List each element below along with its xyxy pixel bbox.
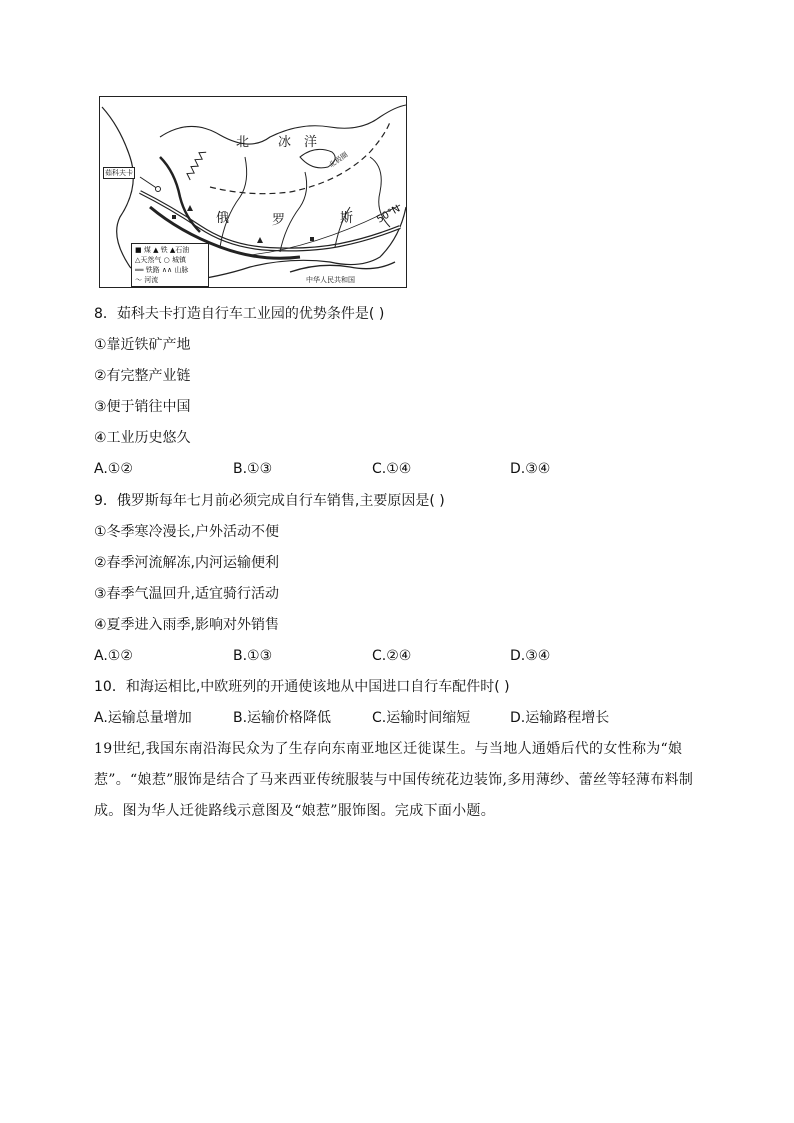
legend-row: ■ 煤 ▲ 铁 ▲石油 xyxy=(135,246,190,254)
legend-row: △天然气 ○ 城镇 xyxy=(135,256,186,264)
q10-option-b[interactable]: B.运输价格降低 xyxy=(233,710,332,726)
q9-stem: 9．俄罗斯每年七月前必须完成自行车销售,主要原因是( ) xyxy=(94,493,445,509)
map-label-city: 茹科夫卡 xyxy=(105,169,133,177)
legend-row: ══ 铁路 ∧∧ 山脉 xyxy=(135,266,189,274)
q8-option-b[interactable]: B.①③ xyxy=(233,461,273,477)
passage-text: 19世纪,我国东南沿海民众为了生存向东南亚地区迁徙谋生。与当地人通婚后代的女性称为“娘惹”。“娘惹”服饰是结合了马来西亚传统服装与中国传统花边装饰,多用薄纱、蕾丝等轻薄布料制成。图为华人迁徙路线示意图及“娘惹”服饰图。完成下面小题。 xyxy=(94,741,694,819)
q10-stem: 10．和海运相比,中欧班列的开通使该地从中国进口自行车配件时( ) xyxy=(94,679,510,695)
q9-option-d[interactable]: D.③④ xyxy=(510,648,551,664)
q8-item: ③便于销往中国 xyxy=(94,399,191,415)
q10-option-a[interactable]: A.运输总量增加 xyxy=(94,710,192,726)
q9-item: ①冬季寒冷漫长,户外活动不便 xyxy=(94,524,280,540)
map-label-russia-e: 俄 xyxy=(216,211,230,226)
russia-map xyxy=(99,96,407,288)
map-label-north: 北 xyxy=(236,135,250,150)
q10-option-c[interactable]: C.运输时间缩短 xyxy=(372,710,471,726)
q10-option-d[interactable]: D.运输路程增长 xyxy=(510,710,610,726)
q8-item: ①靠近铁矿产地 xyxy=(94,337,191,353)
q9-option-a[interactable]: A.①② xyxy=(94,648,133,664)
map-label-lat: 50°N xyxy=(374,203,403,226)
q9-item: ③春季气温回升,适宜骑行活动 xyxy=(94,586,280,602)
q8-option-d[interactable]: D.③④ xyxy=(510,461,551,477)
q8-option-a[interactable]: A.①② xyxy=(94,461,133,477)
q9-item: ④夏季进入雨季,影响对外销售 xyxy=(94,617,280,633)
map-legend xyxy=(131,243,209,287)
legend-row: 〜 河流 xyxy=(135,276,159,284)
q8-option-c[interactable]: C.①④ xyxy=(372,461,412,477)
q8-item: ④工业历史悠久 xyxy=(94,430,191,446)
map-label-russia-luo: 罗 xyxy=(272,213,286,228)
map-label-russia-si: 斯 xyxy=(340,211,354,226)
q9-option-c[interactable]: C.②④ xyxy=(372,648,412,664)
map-label-ocean: 洋 xyxy=(304,135,318,150)
map-label-ice: 冰 xyxy=(278,135,292,150)
map-label-china: 中华人民共和国 xyxy=(306,276,355,284)
q8-item: ②有完整产业链 xyxy=(94,368,191,384)
map-label-arctic-circle: 北极圈 xyxy=(327,150,350,170)
q8-stem: 8．茹科夫卡打造自行车工业园的优势条件是( ) xyxy=(94,306,385,322)
q9-option-b[interactable]: B.①③ xyxy=(233,648,273,664)
q9-item: ②春季河流解冻,内河运输便利 xyxy=(94,555,280,571)
